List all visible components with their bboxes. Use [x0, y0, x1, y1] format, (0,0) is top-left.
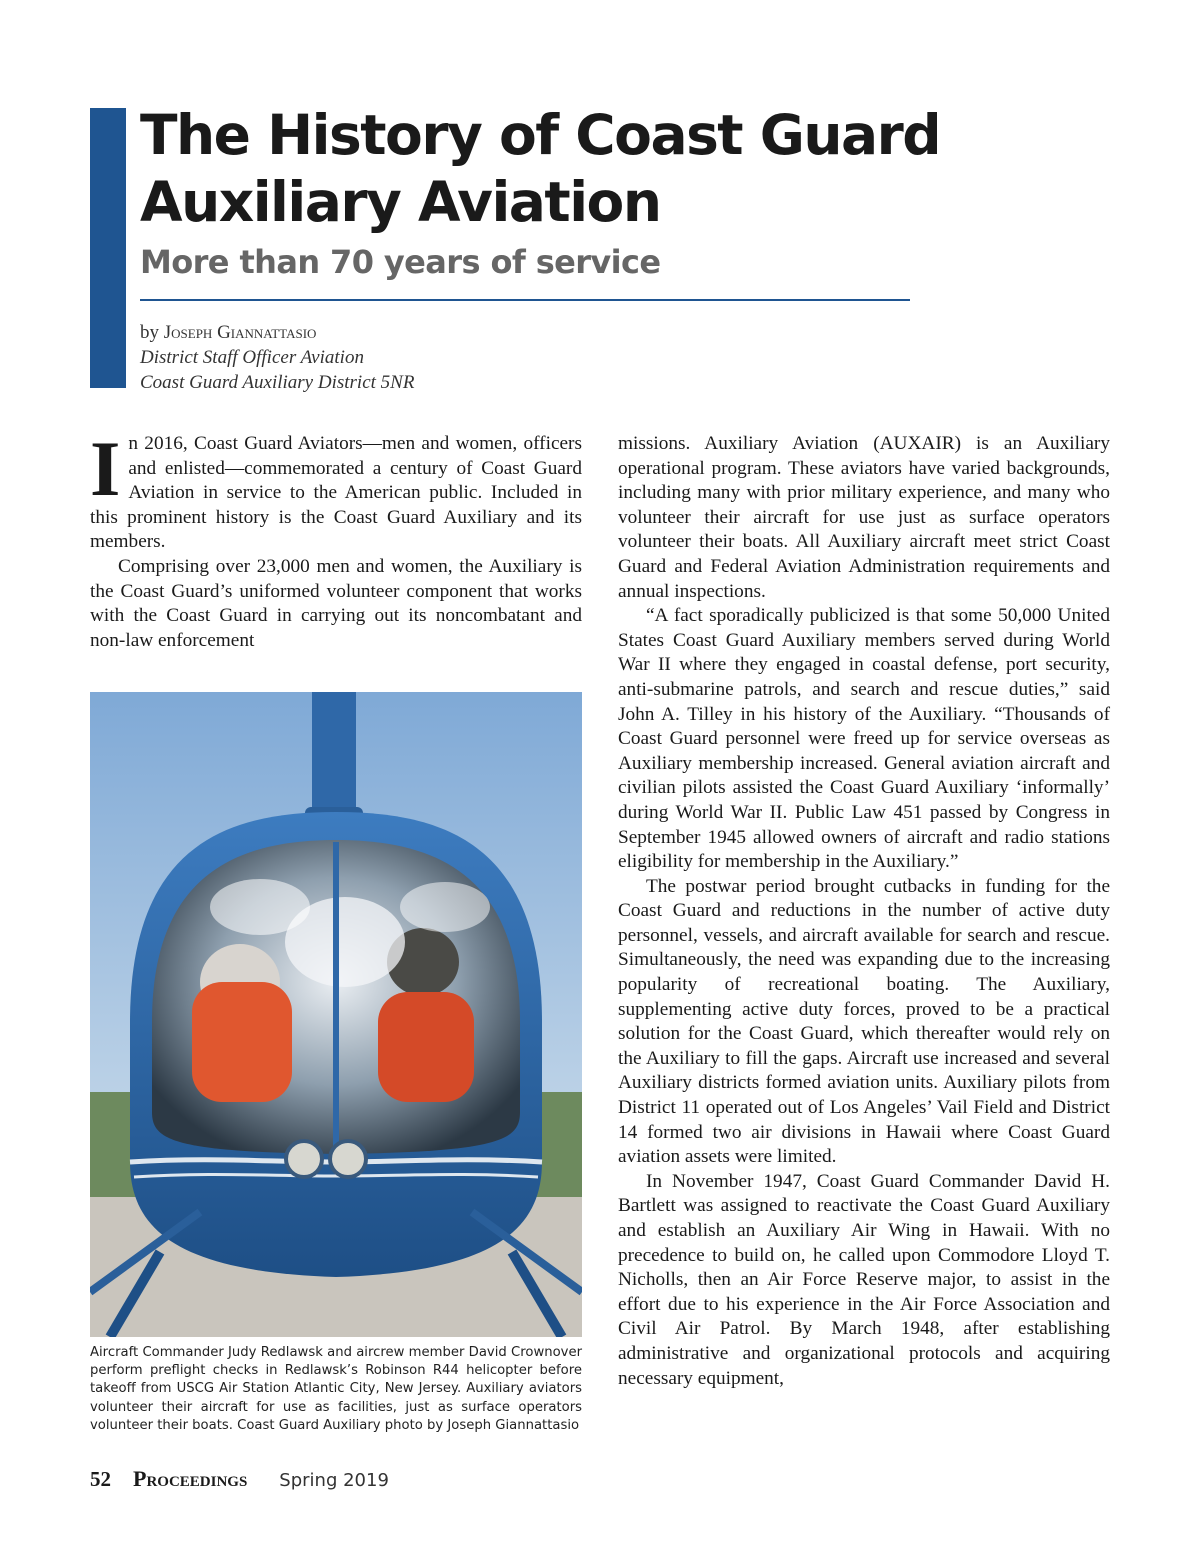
helicopter-photo: [90, 692, 582, 1337]
byline: [140, 320, 840, 395]
article-title: [140, 102, 1040, 236]
byline-affiliation: Coast Guard Auxiliary District 5NR: [140, 372, 415, 393]
title-accent-bar: [90, 108, 126, 388]
paragraph-4: The postwar period brought cutbacks in funding for the Coast Guard and reductions in the number of active duty personnel, vessels, and aircraft available for search and rescue. Simultaneously, the need was expanding due to the increasing popularity of recreational boating. The Auxiliary, supplementing active duty forces, proved to be a practical solution for the Coast Guard, which thereafter would rely on the Auxiliary to fill the gaps. Aircraft use increased and several Auxiliary districts formed aviation units. Auxiliary pilots from District 11 operated out of Los Angeles’ Vail Field and District 14 formed two air divisions in Hawaii where Coast Guard aviation assets were limited.: [618, 875, 1110, 1168]
body-column-right: [618, 432, 1110, 1391]
page-number: 52: [90, 1467, 111, 1491]
byline-prefix: by: [140, 322, 164, 343]
page-footer: [90, 1466, 389, 1496]
paragraph-1: [90, 425, 582, 555]
photo-caption: Aircraft Commander Judy Redlawsk and aircrew member David Crownover perform preflight checks in Redlawsk’s Robinson R44 helicopter before takeoff from USCG Air Station Atlantic City, New Jersey. Auxiliary aviators volunteer their aircraft for use as facilities, just as surface operators volunteer their boats. Coast Guard Auxiliary photo by Joseph Giannattasio: [90, 1345, 582, 1433]
issue-label: Spring 2019: [279, 1470, 389, 1491]
paragraph-5: In November 1947, Coast Guard Commander David H. Bartlett was assigned to reactivate the Coast Guard Auxiliary and establish an Auxiliary Air Wing in Hawaii. With no precedence to build on, he called upon Commodore Lloyd T. Nicholls, then an Air Force Reserve major, to assist in the effort due to his experience in the Air Force Association and Civil Air Patrol. By March 1948, after establishing administrative and organizational protocols and acquiring necessary equipment,: [618, 1170, 1110, 1389]
body-column-left: [90, 425, 582, 653]
paragraph-2-continued: missions. Auxiliary Aviation (AUXAIR) is an Auxiliary operational program. These aviators have varied backgrounds, including many with prior military experience, and many who volunteer their aircraft for use just as surface operators volunteer their boats. All Auxiliary aircraft meet strict Coast Guard and Federal Aviation Administration requirements and annual inspections.: [618, 433, 1110, 602]
title-divider: [140, 299, 910, 301]
paragraph-2: Comprising over 23,000 men and women, the Auxiliary is the Coast Guard’s uniformed volunteer component that works with the Coast Guard in carrying out its noncombatant and non-law enforcement: [90, 555, 582, 651]
byline-role: District Staff Officer Aviation: [140, 347, 364, 368]
paragraph-3: “A fact sporadically publicized is that some 50,000 United States Coast Guard Auxiliary members served during World War II where they engaged in coastal defense, port security, anti-submarine patrols, and search and rescue duties,” said John A. Tilley in his history of the Auxiliary. “Thousands of Coast Guard personnel were freed up for service overseas as Auxiliary membership increased. General aviation aircraft and civilian pilots assisted the Coast Guard Auxiliary ‘informally’ during World War II. Public Law 451 passed by Congress in September 1945 allowed owners of aircraft and radio stations eligibility for membership in the Auxiliary.”: [618, 605, 1110, 873]
paragraph-1-text: n 2016, Coast Guard Aviators—men and women, officers and enlisted—commemorated a century of Coast Guard Aviation in service to the American public. Included in this prominent history is the Coast Guard Auxiliary and its members.: [90, 433, 582, 553]
byline-author: Joseph Giannattasio: [163, 322, 317, 343]
title-line-1: The History of Coast Guard: [140, 103, 941, 167]
drop-cap: I: [90, 425, 121, 512]
article-subtitle: More than 70 years of service: [140, 243, 661, 281]
title-line-2: Auxiliary Aviation: [140, 170, 661, 234]
byline-author-line: [140, 320, 840, 345]
magazine-name: Proceedings: [133, 1466, 248, 1491]
